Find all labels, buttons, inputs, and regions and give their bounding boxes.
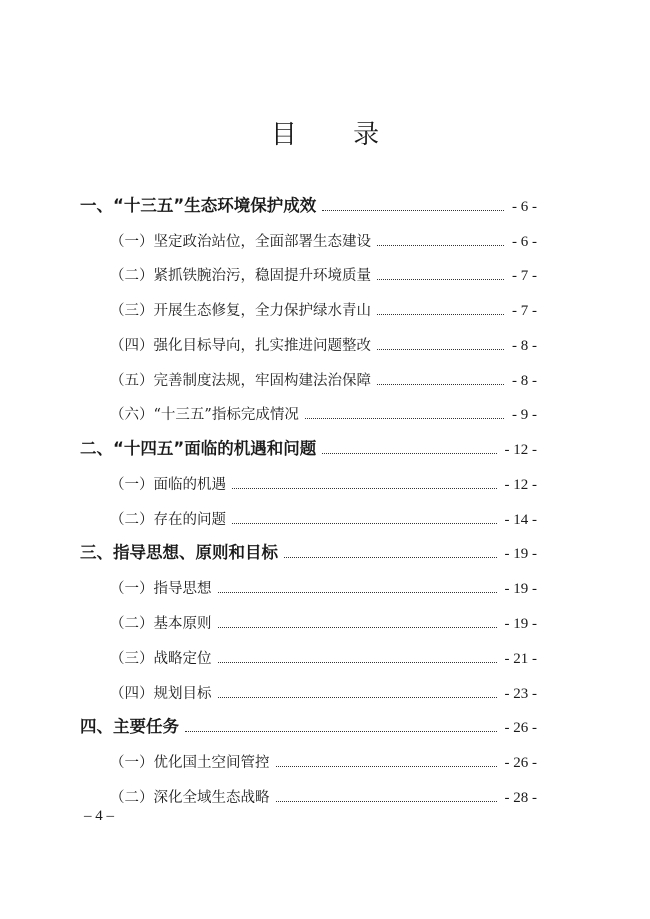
toc-entry-label: （一）坚定政治站位，全面部署生态建设 bbox=[110, 234, 371, 250]
toc-entry-page: - 9 - bbox=[512, 407, 537, 423]
toc-entry-label: （三）开展生态修复，全力保护绿水青山 bbox=[110, 303, 371, 319]
toc-section-entry bbox=[0, 503, 650, 529]
toc-entry-label: （二）存在的问题 bbox=[110, 512, 226, 528]
toc-chapter-entry bbox=[0, 711, 650, 737]
dot-leader bbox=[322, 209, 504, 211]
toc-section-entry bbox=[0, 781, 650, 807]
toc-entry-label: （四）规划目标 bbox=[110, 686, 212, 702]
dot-leader bbox=[218, 696, 497, 698]
toc-section-entry bbox=[0, 572, 650, 598]
toc-section-entry bbox=[0, 398, 650, 424]
toc-entry-label: （一）面临的机遇 bbox=[110, 477, 226, 493]
toc-entry-page: - 26 - bbox=[504, 720, 537, 736]
toc-entry-page: - 23 - bbox=[504, 686, 537, 702]
toc-entry-label: （一）优化国土空间管控 bbox=[110, 755, 270, 771]
toc-entry-page: - 8 - bbox=[512, 338, 537, 354]
dot-leader bbox=[305, 417, 504, 419]
toc-section-entry bbox=[0, 364, 650, 390]
toc-entry-label: （六）“十三五”指标完成情况 bbox=[110, 407, 299, 423]
toc-entry-page: - 19 - bbox=[504, 581, 537, 597]
toc-entry-label: （三）战略定位 bbox=[110, 651, 212, 667]
toc-entry-label: （二）深化全域生态战略 bbox=[110, 790, 270, 806]
toc-entry-page: - 7 - bbox=[512, 303, 537, 319]
toc-entry-page: - 7 - bbox=[512, 268, 537, 284]
dot-leader bbox=[377, 348, 504, 350]
dot-leader bbox=[276, 765, 497, 767]
toc-section-entry bbox=[0, 468, 650, 494]
dot-leader bbox=[322, 452, 496, 454]
toc-entry-page: - 28 - bbox=[504, 790, 537, 806]
toc-entry-page: - 14 - bbox=[504, 512, 537, 528]
toc-section-entry bbox=[0, 294, 650, 320]
dot-leader bbox=[377, 244, 504, 246]
toc-entry-page: - 6 - bbox=[512, 199, 537, 215]
toc-entry-label: （五）完善制度法规，牢固构建法治保障 bbox=[110, 373, 371, 389]
toc-chapter-entry bbox=[0, 433, 650, 459]
toc-entry-page: - 6 - bbox=[512, 234, 537, 250]
dot-leader bbox=[284, 556, 497, 558]
toc-entry-label: （二）基本原则 bbox=[110, 616, 212, 632]
dot-leader bbox=[377, 313, 504, 315]
dot-leader bbox=[185, 730, 497, 732]
dot-leader bbox=[377, 383, 504, 385]
dot-leader bbox=[218, 591, 497, 593]
toc-section-entry bbox=[0, 607, 650, 633]
dot-leader bbox=[218, 661, 497, 663]
dot-leader bbox=[377, 278, 504, 280]
page-number: – 4 – bbox=[84, 808, 114, 824]
toc-section-entry bbox=[0, 259, 650, 285]
toc-entry-label: 二、“十四五”面临的机遇和问题 bbox=[80, 439, 317, 458]
toc-entry-label: （四）强化目标导向，扎实推进问题整改 bbox=[110, 338, 371, 354]
toc-entry-label: 一、“十三五”生态环境保护成效 bbox=[80, 196, 317, 215]
toc-entry-label: （一）指导思想 bbox=[110, 581, 212, 597]
dot-leader bbox=[232, 522, 497, 524]
toc-entry-page: - 8 - bbox=[512, 373, 537, 389]
dot-leader bbox=[218, 626, 497, 628]
toc-section-entry bbox=[0, 225, 650, 251]
toc-entry-page: - 12 - bbox=[504, 477, 537, 493]
dot-leader bbox=[232, 487, 497, 489]
toc-chapter-entry bbox=[0, 537, 650, 563]
toc-entry-page: - 26 - bbox=[504, 755, 537, 771]
toc-entry-page: - 21 - bbox=[504, 651, 537, 667]
toc-entry-page: - 12 - bbox=[504, 442, 537, 458]
toc-entry-label: 三、指导思想、原则和目标 bbox=[80, 543, 278, 562]
dot-leader bbox=[276, 800, 497, 802]
toc-entry-page: - 19 - bbox=[504, 546, 537, 562]
toc-section-entry bbox=[0, 329, 650, 355]
toc-entry-page: - 19 - bbox=[504, 616, 537, 632]
toc-entry-label: 四、主要任务 bbox=[80, 717, 179, 736]
page-title: 目 录 bbox=[270, 120, 404, 150]
toc-section-entry bbox=[0, 677, 650, 703]
toc-section-entry bbox=[0, 642, 650, 668]
toc-section-entry bbox=[0, 746, 650, 772]
toc-chapter-entry bbox=[0, 190, 650, 216]
toc-entry-label: （二）紧抓铁腕治污，稳固提升环境质量 bbox=[110, 268, 371, 284]
